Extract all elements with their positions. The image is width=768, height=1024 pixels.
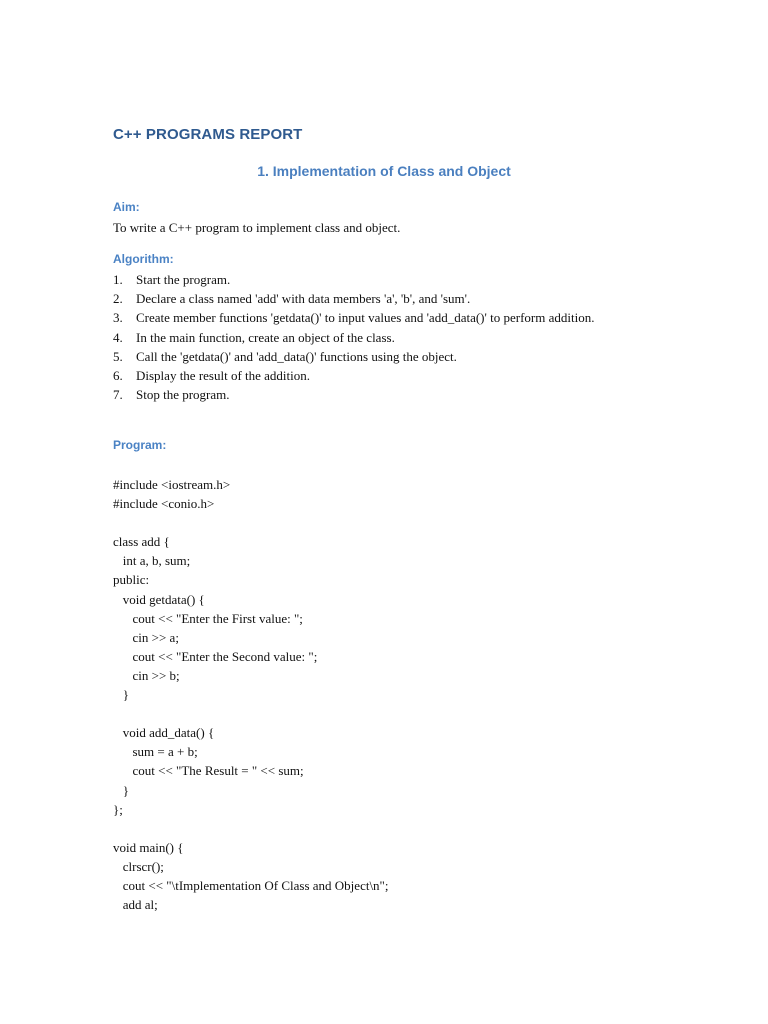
section-title-text: 1. Implementation of Class and Object xyxy=(257,163,511,179)
code-line: }; xyxy=(113,801,123,817)
code-line: cout << "Enter the First value: "; xyxy=(113,610,303,626)
algorithm-step xyxy=(113,366,633,385)
code-line: class add { xyxy=(113,534,170,550)
algorithm-step xyxy=(113,270,633,289)
code-line: int a, b, sum; xyxy=(113,553,191,569)
algorithm-step-number: 6. xyxy=(113,368,123,384)
code-line: cin >> b; xyxy=(113,667,180,683)
code-line: cout << "The Result = " << sum; xyxy=(113,763,304,779)
algorithm-step xyxy=(113,385,633,404)
program-heading: Program: xyxy=(113,438,167,452)
code-line: void getdata() { xyxy=(113,591,205,607)
aim-text: To write a C++ program to implement class and object. xyxy=(113,220,401,235)
document-title: C++ PROGRAMS REPORT xyxy=(113,126,303,143)
code-line xyxy=(113,513,388,532)
code-line: cin >> a; xyxy=(113,629,179,645)
aim-heading: Aim: xyxy=(113,200,140,214)
code-line: #include <conio.h> xyxy=(113,496,215,512)
algorithm-steps-list xyxy=(113,270,633,404)
algorithm-step-number: 3. xyxy=(113,310,123,326)
code-line: } xyxy=(113,782,129,798)
algorithm-step xyxy=(113,347,633,366)
code-line: } xyxy=(113,687,129,703)
code-line: add al; xyxy=(113,897,158,913)
algorithm-heading: Algorithm: xyxy=(113,252,174,266)
algorithm-step-number: 2. xyxy=(113,291,123,307)
algorithm-step xyxy=(113,328,633,347)
code-line xyxy=(113,819,388,838)
algorithm-step-text: Start the program. xyxy=(136,272,231,287)
code-line: public: xyxy=(113,572,150,588)
algorithm-step-number: 4. xyxy=(113,329,123,345)
code-line: clrscr(); xyxy=(113,858,164,874)
section-title xyxy=(0,163,768,179)
code-line: cout << "\tImplementation Of Class and Object\n"; xyxy=(113,877,389,893)
code-line: cout << "Enter the Second value: "; xyxy=(113,648,318,664)
algorithm-step-text: Call the 'getdata()' and 'add_data()' functions using the object. xyxy=(136,348,457,364)
algorithm-step-number: 7. xyxy=(113,387,123,403)
algorithm-step-number: 5. xyxy=(113,348,123,364)
code-line: void main() { xyxy=(113,839,184,855)
algorithm-step-number: 1. xyxy=(113,272,123,287)
code-line: #include <iostream.h> xyxy=(113,477,231,492)
algorithm-step-text: In the main function, create an object of the class. xyxy=(136,329,395,345)
code-line xyxy=(113,704,388,723)
code-line: void add_data() { xyxy=(113,725,215,741)
algorithm-step xyxy=(113,289,633,308)
algorithm-step-text: Declare a class named 'add' with data members 'a', 'b', and 'sum'. xyxy=(136,291,471,307)
algorithm-step-text: Display the result of the addition. xyxy=(136,368,311,384)
algorithm-step-text: Create member functions 'getdata()' to input values and 'add_data()' to perform addition. xyxy=(136,310,595,326)
program-code-block xyxy=(113,475,388,914)
algorithm-step xyxy=(113,308,633,327)
code-line: sum = a + b; xyxy=(113,744,198,760)
algorithm-step-text: Stop the program. xyxy=(136,387,230,403)
